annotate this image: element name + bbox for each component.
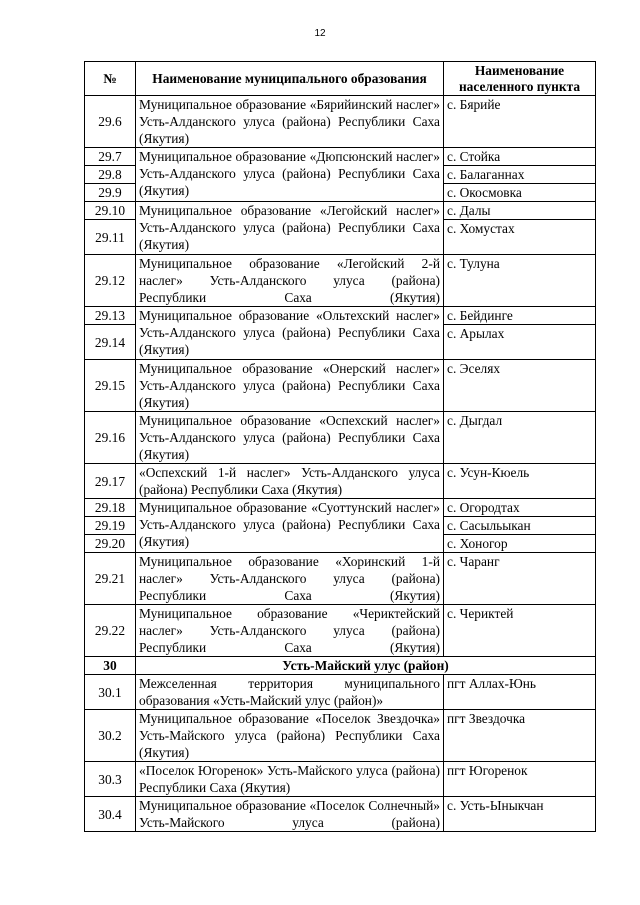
row-num: 29.12: [85, 255, 136, 307]
settlement-name: с. Усун-Кюель: [444, 464, 596, 499]
settlement-name: с. Бейдинге: [444, 307, 596, 325]
row-num: 29.18: [85, 499, 136, 517]
row-num: 29.19: [85, 517, 136, 535]
row-num: 29.20: [85, 535, 136, 553]
municipality-name: Муниципальное образование «Ольтехский наслег» Усть-Алданского улуса (района) Республики Саха (Якутия): [136, 307, 444, 360]
row-num: 29.7: [85, 148, 136, 166]
settlement-name: с. Огородтах: [444, 499, 596, 517]
settlement-name: с. Балаганнах: [444, 166, 596, 184]
municipality-name: Муниципальное образование «Бярийинский наслег» Усть-Алданского улуса (района) Республики Саха (Якутия): [136, 96, 444, 148]
municipality-name: «Оспехский 1-й наслег» Усть-Алданского улуса (района) Республики Саха (Якутия): [136, 464, 444, 499]
settlement-name: пгт Аллах-Юнь: [444, 675, 596, 710]
settlement-name: с. Арылах: [444, 325, 596, 360]
row-num: 29.21: [85, 553, 136, 605]
table-row: [85, 797, 596, 832]
settlement-name: пгт Югоренок: [444, 762, 596, 797]
region-title: Усть-Майский улус (район): [136, 657, 596, 675]
settlement-name: с. Чаранг: [444, 553, 596, 605]
region-row: [85, 657, 596, 675]
header-settlement: Наименование населенного пункта: [444, 62, 596, 96]
settlements-table: [84, 61, 596, 832]
table-row: [85, 360, 596, 412]
settlement-name: с. Чериктей: [444, 605, 596, 657]
municipality-name: Муниципальное образование «Дюпсюнский наслег» Усть-Алданского улуса (района) Республики Саха (Якутия): [136, 148, 444, 202]
settlement-name: с. Дыгдал: [444, 412, 596, 464]
table-row: [85, 202, 596, 220]
settlement-name: с. Стойка: [444, 148, 596, 166]
row-num: 29.9: [85, 184, 136, 202]
municipality-name: Муниципальное образование «Легойский 2-й наслег» Усть-Алданского улуса (района) Республики Саха (Якутия): [136, 255, 444, 307]
row-num: 30.3: [85, 762, 136, 797]
table-row: [85, 307, 596, 325]
table-row: [85, 464, 596, 499]
municipality-name: «Поселок Югоренок» Усть-Майского улуса (района) Республики Саха (Якутия): [136, 762, 444, 797]
table-row: [85, 675, 596, 710]
row-num: 29.16: [85, 412, 136, 464]
table-row: [85, 762, 596, 797]
table-row: [85, 412, 596, 464]
row-num: 30.2: [85, 710, 136, 762]
municipality-name: Муниципальное образование «Поселок Звездочка» Усть-Майского улуса (района) Республики Саха (Якутия): [136, 710, 444, 762]
table-row: [85, 499, 596, 517]
settlement-name: с. Хомустах: [444, 220, 596, 255]
settlement-name: с. Бярийе: [444, 96, 596, 148]
row-num: 29.10: [85, 202, 136, 220]
municipality-name: Муниципальное образование «Оспехский наслег» Усть-Алданского улуса (района) Республики Саха (Якутия): [136, 412, 444, 464]
row-num: 29.17: [85, 464, 136, 499]
row-num: 29.14: [85, 325, 136, 360]
table-row: [85, 96, 596, 148]
row-num: 29.8: [85, 166, 136, 184]
municipality-name: Муниципальное образование «Суоттунский наслег» Усть-Алданского улуса (района) Республики Саха (Якутия): [136, 499, 444, 553]
settlement-name: пгт Звездочка: [444, 710, 596, 762]
municipality-name: Муниципальное образование «Онерский наслег» Усть-Алданского улуса (района) Республики Саха (Якутия): [136, 360, 444, 412]
row-num: 30.4: [85, 797, 136, 832]
municipality-name: Межселенная территория муниципального образования «Усть-Майский улус (район)»: [136, 675, 444, 710]
page-number: 12: [314, 28, 326, 39]
settlement-name: с. Сасыльыкан: [444, 517, 596, 535]
region-num: 30: [85, 657, 136, 675]
municipality-name: Муниципальное образование «Хоринский 1-й наслег» Усть-Алданского улуса (района) Республики Саха (Якутия): [136, 553, 444, 605]
row-num: 29.6: [85, 96, 136, 148]
table-row: [85, 255, 596, 307]
table-row: [85, 148, 596, 166]
settlement-name: с. Далы: [444, 202, 596, 220]
municipality-name: Муниципальное образование «Чериктейский наслег» Усть-Алданского улуса (района) Республики Саха (Якутия): [136, 605, 444, 657]
row-num: 30.1: [85, 675, 136, 710]
table-row: [85, 553, 596, 605]
settlement-name: с. Окосмовка: [444, 184, 596, 202]
settlement-name: с. Хоногор: [444, 535, 596, 553]
municipality-name: Муниципальное образование «Легойский наслег» Усть-Алданского улуса (района) Республики Саха (Якутия): [136, 202, 444, 255]
row-num: 29.11: [85, 220, 136, 255]
table-header: [85, 62, 596, 96]
header-municipality: Наименование муниципального образования: [136, 62, 444, 96]
settlement-name: с. Тулуна: [444, 255, 596, 307]
municipality-name: Муниципальное образование «Поселок Солнечный» Усть-Майского улуса (района): [136, 797, 444, 832]
row-num: 29.13: [85, 307, 136, 325]
table-row: [85, 710, 596, 762]
header-num: №: [85, 62, 136, 96]
row-num: 29.15: [85, 360, 136, 412]
settlement-name: с. Эселях: [444, 360, 596, 412]
table-row: [85, 605, 596, 657]
row-num: 29.22: [85, 605, 136, 657]
settlement-name: с. Усть-Ыныкчан: [444, 797, 596, 832]
